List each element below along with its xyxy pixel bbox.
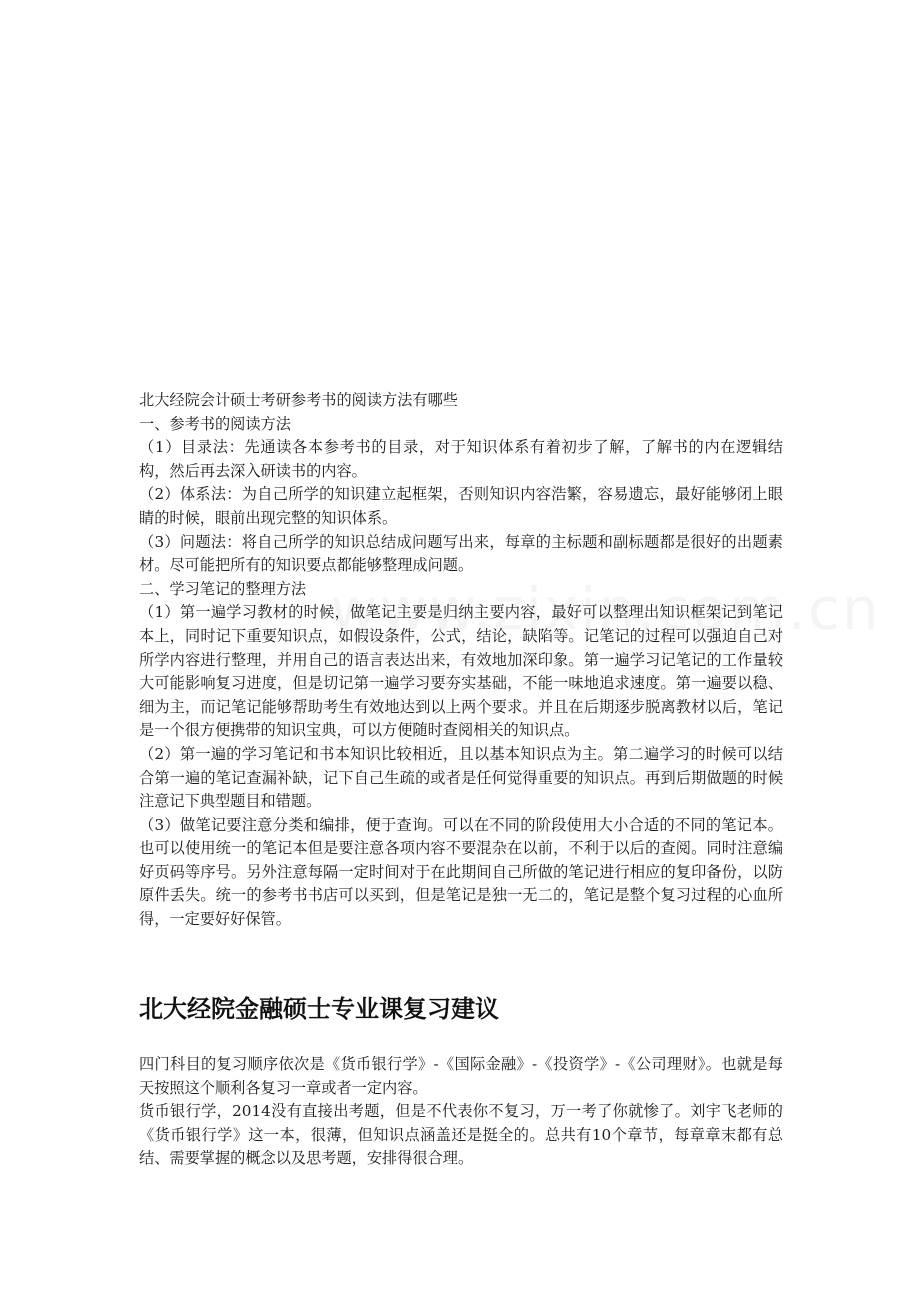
paragraph-system-method: （2）体系法：为自己所学的知识建立起框架，否则知识内容浩繁，容易遗忘，最好能够闭上眼睛的时候，眼前出现完整的知识体系。 [139,485,783,527]
section-review-advice [139,1053,783,1171]
paragraph-note-organization: （3）做笔记要注意分类和编排，便于查询。可以在不同的阶段使用大小合适的不同的笔记本。也可以使用统一的笔记本但是要注意各项内容不要混杂在以前，不利于以后的查阅。同时注意编好页码等序号。另外注意每隔一定时间对于在此期间自己所做的笔记进行相应的复印备份，以防原件丢失。统一的参考书书店可以买到，但是笔记是独一无二的，笔记是整个复习过程的心血所得，一定要好好保管。 [139,815,783,929]
paragraph-note-first-pass: （1）第一遍学习教材的时候，做笔记主要是归纳主要内容，最好可以整理出知识框架记到笔记本上，同时记下重要知识点，如假设条件，公式，结论，缺陷等。记笔记的过程可以强迫自己对所学内容进行整理，并用自己的语言表达出来，有效地加深印象。第一遍学习记笔记的工作量较大可能影响复习进度，但是切记第一遍学习要夯实基础，不能一味地追求速度。第一遍要以稳、细为主，而记笔记能够帮助考生有效地达到以上两个要求。并且在后期逐步脱离教材以后，笔记是一个很方便携带的知识宝典，可以方便随时查阅相关的知识点。 [139,603,783,740]
section-heading-finance: 北大经院金融硕士专业课复习建议 [139,995,499,1023]
paragraph-catalog-method: （1）目录法：先通读各本参考书的目录，对于知识体系有着初步了解，了解书的内在逻辑结构，然后再去深入研读书的内容。 [139,438,783,480]
section-reading-methods [139,389,783,932]
subheading-note-methods: 二、学习笔记的整理方法 [139,579,307,598]
document-title: 北大经院会计硕士考研参考书的阅读方法有哪些 [139,391,458,409]
paragraph-note-second-pass: （2）第一遍的学习笔记和书本知识比较相近，且以基本知识点为主。第二遍学习的时候可以结合第一遍的笔记查漏补缺，记下自己生疏的或者是任何觉得重要的知识点。再到后期做题的时候注意记下典型题目和错题。 [139,744,783,811]
paragraph-review-order: 四门科目的复习顺序依次是《货币银行学》-《国际金融》-《投资学》-《公司理财》。也就是每天按照这个顺利各复习一章或者一定内容。 [139,1055,783,1097]
subheading-reading-methods: 一、参考书的阅读方法 [139,414,291,433]
paragraph-money-banking: 货币银行学，2014没有直接出考题，但是不代表你不复习，万一考了你就惨了。刘宇飞老师的《货币银行学》这一本，很薄，但知识点涵盖还是挺全的。总共有10个章节，每章章末都有总结、需要掌握的概念以及思考题，安排得很合理。 [139,1102,783,1168]
paragraph-question-method: （3）问题法：将自己所学的知识总结成问题写出来，每章的主标题和副标题都是很好的出题素材。尽可能把所有的知识要点都能够整理成问题。 [139,532,783,575]
